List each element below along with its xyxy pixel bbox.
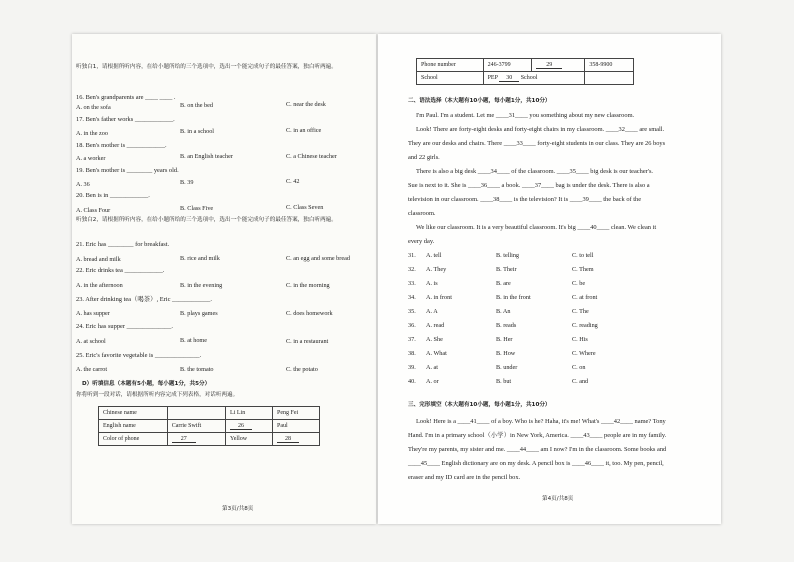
info-table-right [416, 58, 634, 85]
section-2-title: 二、语法选择（本大题有10小题，每小题1分，共10分） [408, 98, 551, 104]
q17-option-b: B. in a school [180, 128, 215, 135]
blank-27[interactable]: 27 [172, 436, 196, 443]
q19-stem: 19. Ben's mother is ________ years old. [76, 167, 179, 174]
option-c: C. and [572, 378, 589, 385]
q19-option-a: A. 36 [76, 181, 90, 188]
table-row [99, 407, 320, 420]
option-a: A. They [426, 266, 447, 273]
option-number: 39. [408, 364, 416, 371]
page-3 [72, 34, 376, 524]
table-row [99, 420, 320, 433]
table-cell: Carrie Swift [167, 420, 225, 433]
option-a: A. What [426, 350, 447, 357]
passage-line: classroom. [408, 210, 436, 217]
blank-30[interactable]: 30 [499, 75, 519, 82]
option-b: B. in the front [496, 294, 531, 301]
section-d-title: D）听填信息（本题有5小题，每小题1分，共5分） [82, 381, 211, 387]
q24-option-a: A. at school [76, 338, 106, 345]
option-c: C. at front [572, 294, 598, 301]
info-table-left [98, 406, 320, 446]
q16-option-b: B. on the bed [180, 102, 213, 109]
q25-option-b: B. the tomato [180, 366, 214, 373]
q18-option-a: A. a worker [76, 155, 106, 162]
option-number: 33. [408, 280, 416, 287]
option-number: 37. [408, 336, 416, 343]
q25-option-c: C. the potato [286, 366, 318, 373]
passage-line: television in our classroom. ____38____ is the television? It is ____39____ the back of the [408, 196, 642, 203]
table-cell: Yellow [226, 433, 273, 446]
table-row [417, 72, 634, 85]
q16-option-a: A. on the sofa [76, 104, 111, 111]
q16-stem: 16. Ben's grandparents are ____ ____ . [76, 94, 176, 101]
passage-line: There is also a big desk ____34____ of the classroom. ____35____ big desk is our teacher's. [416, 168, 654, 175]
option-number: 35. [408, 308, 416, 315]
option-number: 32. [408, 266, 416, 273]
option-b: B. are [496, 280, 511, 287]
table-cell [273, 433, 320, 446]
cloze-line: They're my parents, my sister and me. ____44____ am I now? I'm in the classroom. Some books and [408, 446, 667, 453]
q22-option-b: B. in the evening [180, 282, 223, 289]
option-a: A. She [426, 336, 443, 343]
table-cell [226, 420, 273, 433]
q18-stem: 18. Ben's mother is ____________. [76, 142, 167, 149]
option-a: A. is [426, 280, 438, 287]
table-cell: Paul [273, 420, 320, 433]
section-d-instruction: 你将听到一段对话，请根据所听内容完成下列表格，对话听两遍。 [76, 392, 239, 398]
passage-line: and 22 girls. [408, 154, 440, 161]
q24-option-c: C. in a restaurant [286, 338, 329, 345]
option-b: B. under [496, 364, 518, 371]
option-b: B. An [496, 308, 511, 315]
q21-stem: 21. Eric has ________ for breakfast. [76, 241, 170, 248]
option-a: A. in front [426, 294, 452, 301]
page-footer: 第4页/共8页 [542, 496, 574, 502]
option-b: B. telling [496, 252, 520, 259]
q21-option-b: B. rice and milk [180, 255, 220, 262]
q20-option-a: A. Class Four [76, 207, 111, 214]
q23-option-b: B. plays games [180, 310, 218, 317]
option-number: 36. [408, 322, 416, 329]
option-a: A. at [426, 364, 439, 371]
option-c: C. Where [572, 350, 596, 357]
option-c: C. be [572, 280, 586, 287]
blank-26[interactable]: 26 [230, 423, 252, 430]
option-a: A. or [426, 378, 439, 385]
q20-stem: 20. Ben is in ____________. [76, 192, 150, 199]
passage-line: Look! There are forty-eight desks and forty-eight chairs in my classroom. ____32____ are small. [416, 126, 665, 133]
table-row [417, 59, 634, 72]
option-a: A. read [426, 322, 445, 329]
q17-option-c: C. in an office [286, 127, 322, 134]
option-c: C. on [572, 364, 586, 371]
table-cell: Phone number [417, 59, 484, 72]
q23-option-a: A. has supper [76, 310, 110, 317]
table-cell: English name [99, 420, 168, 433]
q22-option-c: C. in the morning [286, 282, 330, 289]
table-cell: Color of phone [99, 433, 168, 446]
q24-stem: 24. Eric has supper ______________. [76, 323, 173, 330]
table-cell: 358-9900 [585, 59, 634, 72]
school-suffix: School [520, 74, 538, 81]
q17-option-a: A. in the zoo [76, 130, 108, 137]
page-footer: 第3页/共8页 [222, 506, 254, 512]
q16-option-c: C. near the desk [286, 101, 326, 108]
option-b: B. Their [496, 266, 517, 273]
page-4 [378, 34, 721, 524]
table-cell [167, 433, 225, 446]
q21-option-a: A. bread and milk [76, 256, 121, 263]
q19-option-c: C. 42 [286, 178, 300, 185]
section-c-instruction: 听独白1，请根据所听内容，在给小题所给的三个选项中，选出一个能完成句子的最佳答案，独白听两遍。 [76, 64, 337, 70]
table-row [99, 433, 320, 446]
option-number: 31. [408, 252, 416, 259]
q22-stem: 22. Eric drinks tea ____________. [76, 267, 165, 274]
cloze-line: eraser and my ID card are in the pencil box. [408, 474, 521, 481]
option-a: A. tell [426, 252, 442, 259]
q20-option-b: B. Class Five [180, 205, 214, 212]
q25-stem: 25. Eric's favorite vegetable is ______________. [76, 352, 202, 359]
table-cell: School [417, 72, 484, 85]
passage-line: Sue is next to it. She is ____36____ a book. ____37____ bag is under the desk. There is also a [408, 182, 650, 189]
option-c: C. Them [572, 266, 594, 273]
option-b: B. reads [496, 322, 517, 329]
option-b: B. How [496, 350, 516, 357]
cloze-line: Look! Here is a ____41____ of a boy. Who is he? Haha, it's me! What's ____42____ name? Tony [416, 418, 666, 425]
table-cell: 246-3799 [483, 59, 532, 72]
q22-option-a: A. in the afternoon [76, 282, 123, 289]
cloze-line: ____45____ English dictionary are on my desk. A pencil box is ____46____ it, too. My pen, pencil, [408, 460, 664, 467]
q23-stem: 23. After drinking tea（喝茶）, Eric ____________. [76, 296, 212, 303]
school-prefix: PEP [487, 74, 498, 81]
option-number: 34. [408, 294, 416, 301]
table-cell [483, 72, 585, 85]
option-b: B. Her [496, 336, 513, 343]
table-cell [532, 59, 585, 72]
q18-option-c: C. a Chinese teacher [286, 153, 337, 160]
passage-line: every day. [408, 238, 435, 245]
table-cell: Li Lin [226, 407, 273, 420]
blank-28[interactable]: 28 [277, 436, 299, 443]
q20-option-c: C. Class Seven [286, 204, 324, 211]
option-c: C. The [572, 308, 589, 315]
q23-option-c: C. does homework [286, 310, 333, 317]
option-a: A. A [426, 308, 438, 315]
q18-option-b: B. an English teacher [180, 153, 233, 160]
passage-line: I'm Paul. I'm a student. Let me ____31____ you something about my new classroom. [416, 112, 635, 119]
section-c2-instruction: 听独白2，请根据所听内容，在给小题所给的三个选项中，选出一个能完成句子的最佳答案，独白听两遍。 [76, 217, 337, 223]
table-cell: Chinese name [99, 407, 168, 420]
section-3-title: 三、完形填空（本大题有10小题，每小题1分，共10分） [408, 402, 551, 408]
option-c: C. to tell [572, 252, 594, 259]
q25-option-a: A. the carrot [76, 366, 108, 373]
passage-line: They are our desks and chairs. There ____33____ forty-eight students in our class. They are 26 boys [408, 140, 666, 147]
table-cell [585, 72, 634, 85]
q19-option-b: B. 39 [180, 179, 194, 186]
option-number: 40. [408, 378, 416, 385]
option-c: C. His [572, 336, 588, 343]
q17-stem: 17. Ben's father works ____________. [76, 116, 175, 123]
blank-29[interactable]: 29 [536, 62, 562, 69]
q24-option-b: B. at home [180, 337, 207, 344]
option-b: B. but [496, 378, 512, 385]
cloze-line: Hand. I'm in a primary school（小学）in New York, America. ____43____ people are in my family. [408, 432, 667, 439]
table-cell [167, 407, 225, 420]
table-cell: Peng Fei [273, 407, 320, 420]
q21-option-c: C. an egg and some bread [286, 255, 350, 262]
option-number: 38. [408, 350, 416, 357]
option-c: C. reading [572, 322, 598, 329]
passage-line: We like our classroom. It is a very beautiful classroom. It's big ____40____ clean. We clean it [416, 224, 657, 231]
